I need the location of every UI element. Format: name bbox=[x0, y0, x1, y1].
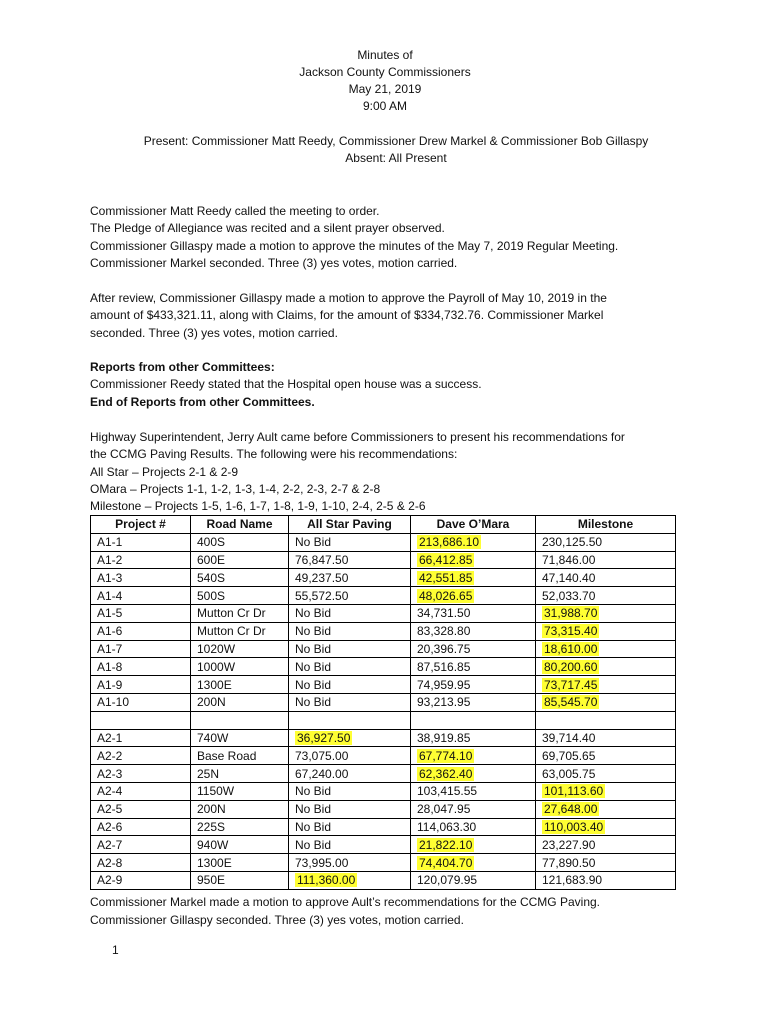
cell-value: 225S bbox=[197, 819, 226, 834]
table-cell bbox=[289, 551, 411, 569]
cell-value: No Bid bbox=[295, 659, 332, 674]
opening-line: Commissioner Markel seconded. Three (3) yes votes, motion carried. bbox=[90, 255, 458, 270]
cell-value: No Bid bbox=[295, 784, 332, 799]
cell-value: 200N bbox=[197, 695, 226, 710]
table-cell bbox=[191, 587, 289, 605]
column-header: Road Name bbox=[191, 516, 289, 534]
reports-text: Commissioner Reedy stated that the Hospital open house was a success. bbox=[90, 377, 482, 392]
table-header-row bbox=[91, 516, 676, 534]
cell-value: 73,995.00 bbox=[295, 855, 349, 870]
cell-value: 48,026.65 bbox=[419, 588, 473, 603]
column-header: Dave O’Mara bbox=[411, 516, 536, 534]
table-cell bbox=[411, 604, 536, 622]
table-cell bbox=[191, 782, 289, 800]
cell-value: 38,919.85 bbox=[417, 730, 471, 745]
cell-value: 62,362.40 bbox=[419, 766, 473, 781]
table-cell bbox=[536, 533, 676, 551]
table-cell bbox=[191, 551, 289, 569]
table-cell bbox=[91, 729, 191, 747]
cell-value: 28,047.95 bbox=[417, 802, 471, 817]
cell-value: A2-1 bbox=[97, 730, 123, 745]
table-row bbox=[91, 747, 676, 765]
table-cell bbox=[536, 818, 676, 836]
cell-value: No Bid bbox=[295, 641, 332, 656]
table-cell bbox=[191, 693, 289, 711]
cell-value: 200N bbox=[197, 802, 226, 817]
cell-value: 47,140.40 bbox=[542, 570, 596, 585]
table-cell bbox=[411, 622, 536, 640]
table-cell bbox=[289, 818, 411, 836]
table-cell bbox=[411, 693, 536, 711]
cell-value: A1-2 bbox=[97, 552, 123, 567]
cell-value: 80,200.60 bbox=[544, 659, 598, 674]
table-row bbox=[91, 640, 676, 658]
cell-value: 85,545.70 bbox=[544, 695, 598, 710]
table-row bbox=[91, 622, 676, 640]
cell-value: 63,005.75 bbox=[542, 766, 596, 781]
header-body: Jackson County Commissioners bbox=[299, 65, 471, 79]
table-cell bbox=[191, 533, 289, 551]
table-cell bbox=[191, 871, 289, 889]
table-cell bbox=[289, 676, 411, 694]
header-title: Minutes of bbox=[357, 48, 413, 62]
cell-value: No Bid bbox=[295, 624, 332, 639]
table-body bbox=[91, 533, 676, 889]
table-cell bbox=[536, 622, 676, 640]
payroll-line: After review, Commissioner Gillaspy made a motion to approve the Payroll of May 10, 2019 in the bbox=[90, 291, 607, 305]
cell-value: A1-1 bbox=[97, 535, 123, 550]
table-cell bbox=[536, 587, 676, 605]
table-cell bbox=[191, 747, 289, 765]
cell-value: 67,774.10 bbox=[419, 748, 473, 763]
cell-value: No Bid bbox=[295, 695, 332, 710]
cell-value: 21,822.10 bbox=[419, 837, 473, 852]
table-cell bbox=[536, 551, 676, 569]
table-row bbox=[91, 676, 676, 694]
table-row bbox=[91, 729, 676, 747]
cell-value: No Bid bbox=[295, 606, 332, 621]
cell-value: 111,360.00 bbox=[297, 873, 356, 888]
table-cell bbox=[411, 747, 536, 765]
cell-value: 103,415.55 bbox=[417, 784, 478, 799]
cell-value: 740W bbox=[197, 730, 229, 745]
table-cell bbox=[411, 658, 536, 676]
cell-value: 110,003.40 bbox=[544, 819, 604, 834]
table-cell bbox=[411, 640, 536, 658]
table-cell bbox=[289, 800, 411, 818]
reports-end: End of Reports from other Committees. bbox=[90, 394, 315, 409]
cell-value: A2-2 bbox=[97, 748, 123, 763]
table-cell bbox=[91, 747, 191, 765]
table-cell bbox=[91, 604, 191, 622]
table-cell bbox=[91, 818, 191, 836]
table-cell bbox=[411, 533, 536, 551]
cell-value: A1-3 bbox=[97, 570, 123, 585]
table-cell bbox=[289, 729, 411, 747]
highway-line: All Star – Projects 2-1 & 2-9 bbox=[90, 464, 239, 479]
table-cell bbox=[411, 800, 536, 818]
table-row bbox=[91, 854, 676, 872]
cell-value: 940W bbox=[197, 837, 229, 852]
cell-value: 20,396.75 bbox=[417, 641, 471, 656]
cell-value: 77,890.50 bbox=[542, 855, 596, 870]
table-cell bbox=[536, 836, 676, 854]
closing-line: Commissioner Markel made a motion to approve Ault’s recommendations for the CCMG Paving. bbox=[90, 895, 600, 909]
table-cell bbox=[289, 836, 411, 854]
opening-line: The Pledge of Allegiance was recited and a silent prayer observed. bbox=[90, 221, 445, 236]
cell-value: 36,927.50 bbox=[297, 730, 351, 745]
cell-value: 950E bbox=[197, 873, 226, 888]
table-cell bbox=[536, 871, 676, 889]
table-cell bbox=[191, 640, 289, 658]
table-cell bbox=[289, 854, 411, 872]
cell-value: 55,572.50 bbox=[295, 588, 349, 603]
cell-value: A2-7 bbox=[97, 837, 123, 852]
table-row bbox=[91, 693, 676, 711]
table-cell bbox=[91, 693, 191, 711]
cell-value: 69,705.65 bbox=[542, 748, 596, 763]
table-cell bbox=[289, 747, 411, 765]
table-cell bbox=[536, 800, 676, 818]
table-cell bbox=[536, 782, 676, 800]
table-row bbox=[91, 871, 676, 889]
cell-value: 1300E bbox=[197, 677, 232, 692]
header-date: May 21, 2019 bbox=[348, 82, 422, 96]
table-cell bbox=[536, 854, 676, 872]
cell-value: 49,237.50 bbox=[295, 570, 349, 585]
closing-paragraph bbox=[90, 893, 600, 929]
table-row bbox=[91, 533, 676, 551]
table-cell bbox=[191, 765, 289, 783]
table-cell bbox=[91, 782, 191, 800]
cell-value: No Bid bbox=[295, 535, 332, 550]
cell-value: 93,213.95 bbox=[417, 695, 471, 710]
table-cell bbox=[91, 836, 191, 854]
table-cell bbox=[91, 622, 191, 640]
table-cell bbox=[191, 836, 289, 854]
table-cell bbox=[191, 729, 289, 747]
cell-value: Base Road bbox=[197, 748, 257, 763]
cell-value: A2-4 bbox=[97, 784, 123, 799]
cell-value: 76,847.50 bbox=[295, 552, 349, 567]
table-cell bbox=[289, 765, 411, 783]
table-cell bbox=[289, 604, 411, 622]
table-cell bbox=[411, 818, 536, 836]
cell-value: A1-8 bbox=[97, 659, 123, 674]
table-cell bbox=[91, 569, 191, 587]
table-cell bbox=[411, 587, 536, 605]
cell-value: 400S bbox=[197, 535, 226, 550]
cell-value: Mutton Cr Dr bbox=[197, 624, 266, 639]
table-cell bbox=[91, 871, 191, 889]
cell-value: 114,063.30 bbox=[417, 819, 477, 834]
table-cell bbox=[536, 569, 676, 587]
table-cell bbox=[91, 640, 191, 658]
cell-value: 31,988.70 bbox=[544, 606, 598, 621]
cell-value: 71,846.00 bbox=[542, 552, 596, 567]
table-cell bbox=[191, 676, 289, 694]
payroll-line: amount of $433,321.11, along with Claims, for the amount of $334,732.76. Commissioner Markel bbox=[90, 308, 604, 323]
table-cell bbox=[91, 711, 191, 729]
table-cell bbox=[411, 765, 536, 783]
cell-value: 87,516.85 bbox=[417, 659, 471, 674]
cell-value: 120,079.95 bbox=[417, 873, 478, 888]
table-cell bbox=[191, 622, 289, 640]
reports-heading: Reports from other Committees: bbox=[90, 360, 275, 374]
column-header: Milestone bbox=[536, 516, 676, 534]
table-cell bbox=[91, 587, 191, 605]
cell-value: 213,686.10 bbox=[419, 535, 480, 550]
payroll-paragraph bbox=[90, 290, 680, 342]
table-cell bbox=[536, 676, 676, 694]
table-row bbox=[91, 604, 676, 622]
table-cell bbox=[411, 854, 536, 872]
table-row bbox=[91, 765, 676, 783]
table-cell bbox=[289, 587, 411, 605]
cell-value: 1000W bbox=[197, 659, 236, 674]
cell-value: 101,113.60 bbox=[544, 784, 604, 799]
cell-value: A2-8 bbox=[97, 855, 123, 870]
cell-value: 1020W bbox=[197, 641, 236, 656]
cell-value: 74,404.70 bbox=[419, 855, 473, 870]
cell-value: 230,125.50 bbox=[542, 535, 603, 550]
cell-value: 600E bbox=[197, 552, 226, 567]
absent-line: Absent: All Present bbox=[345, 151, 447, 165]
highway-line: the CCMG Paving Results. The following were his recommendations: bbox=[90, 447, 458, 462]
table-cell bbox=[191, 854, 289, 872]
cell-value: A1-4 bbox=[97, 588, 123, 603]
table-cell bbox=[289, 782, 411, 800]
table-cell bbox=[91, 676, 191, 694]
table-cell bbox=[191, 604, 289, 622]
cell-value: A2-3 bbox=[97, 766, 123, 781]
cell-value: 66,412.85 bbox=[419, 552, 473, 567]
table-row bbox=[91, 551, 676, 569]
table-cell bbox=[191, 569, 289, 587]
cell-value: A1-9 bbox=[97, 677, 123, 692]
table-cell bbox=[289, 533, 411, 551]
table-cell bbox=[91, 854, 191, 872]
table-cell bbox=[536, 729, 676, 747]
table-row bbox=[91, 569, 676, 587]
table-cell bbox=[411, 729, 536, 747]
table-cell bbox=[91, 658, 191, 676]
highway-line: OMara – Projects 1-1, 1-2, 1-3, 1-4, 2-2, 2-3, 2-7 & 2-8 bbox=[90, 481, 381, 496]
cell-value: 39,714.40 bbox=[542, 730, 596, 745]
cell-value: 74,959.95 bbox=[417, 677, 471, 692]
table-cell bbox=[411, 676, 536, 694]
table-cell bbox=[191, 818, 289, 836]
opening-line: Commissioner Matt Reedy called the meeting to order. bbox=[90, 204, 380, 218]
table-row bbox=[91, 587, 676, 605]
table-row bbox=[91, 658, 676, 676]
cell-value: 18,610.00 bbox=[544, 641, 598, 656]
table-cell bbox=[191, 800, 289, 818]
table-cell bbox=[91, 551, 191, 569]
cell-value: 73,315.40 bbox=[544, 624, 598, 639]
table-cell bbox=[536, 693, 676, 711]
cell-value: 500S bbox=[197, 588, 226, 603]
page-number: 1 bbox=[112, 943, 119, 957]
payroll-line: seconded. Three (3) yes votes, motion carried. bbox=[90, 325, 338, 340]
cell-value: 27,648.00 bbox=[544, 802, 598, 817]
cell-value: 540S bbox=[197, 570, 226, 585]
cell-value: No Bid bbox=[295, 802, 332, 817]
cell-value: 73,075.00 bbox=[295, 748, 349, 763]
table-cell bbox=[411, 782, 536, 800]
cell-value: 121,683.90 bbox=[542, 873, 603, 888]
highway-line: Highway Superintendent, Jerry Ault came before Commissioners to present his recommendations for bbox=[90, 430, 625, 444]
opening-paragraph bbox=[90, 203, 680, 272]
cell-value: 67,240.00 bbox=[295, 766, 349, 781]
cell-value: 73,717.45 bbox=[544, 677, 598, 692]
cell-value: No Bid bbox=[295, 837, 332, 852]
cell-value: A2-6 bbox=[97, 819, 123, 834]
cell-value: 23,227.90 bbox=[542, 837, 596, 852]
table-cell bbox=[536, 765, 676, 783]
table-cell bbox=[289, 640, 411, 658]
header-time: 9:00 AM bbox=[362, 99, 408, 113]
cell-value: 1300E bbox=[197, 855, 232, 870]
column-header: All Star Paving bbox=[289, 516, 411, 534]
table-cell bbox=[411, 711, 536, 729]
table-cell bbox=[411, 551, 536, 569]
column-header: Project # bbox=[91, 516, 191, 534]
cell-value: A1-7 bbox=[97, 641, 123, 656]
table-row bbox=[91, 818, 676, 836]
cell-value: A1-10 bbox=[97, 695, 130, 710]
cell-value: A1-6 bbox=[97, 624, 123, 639]
present-line: Present: Commissioner Matt Reedy, Commissioner Drew Markel & Commissioner Bob Gillaspy bbox=[143, 134, 649, 148]
highway-paragraph bbox=[90, 429, 680, 515]
reports-section bbox=[90, 359, 680, 411]
table-cell bbox=[289, 658, 411, 676]
table-cell bbox=[289, 693, 411, 711]
table-cell bbox=[289, 622, 411, 640]
cell-value: Mutton Cr Dr bbox=[197, 606, 266, 621]
table-cell bbox=[91, 533, 191, 551]
attendance bbox=[90, 133, 702, 167]
table-cell bbox=[289, 569, 411, 587]
cell-value: A2-9 bbox=[97, 873, 123, 888]
table-cell bbox=[411, 569, 536, 587]
cell-value: A1-5 bbox=[97, 606, 123, 621]
cell-value: 83,328.80 bbox=[417, 624, 471, 639]
highway-line: Milestone – Projects 1-5, 1-6, 1-7, 1-8, 1-9, 1-10, 2-4, 2-5 & 2-6 bbox=[90, 499, 426, 514]
minutes-header bbox=[0, 47, 770, 115]
closing-line: Commissioner Gillaspy seconded. Three (3) yes votes, motion carried. bbox=[90, 913, 464, 927]
table-cell bbox=[289, 711, 411, 729]
table-cell bbox=[411, 836, 536, 854]
table-cell bbox=[191, 658, 289, 676]
table-cell bbox=[536, 658, 676, 676]
table-cell bbox=[91, 765, 191, 783]
cell-value: 34,731.50 bbox=[417, 606, 471, 621]
opening-line: Commissioner Gillaspy made a motion to approve the minutes of the May 7, 2019 Regular Meeting. bbox=[90, 238, 619, 253]
table-cell bbox=[411, 871, 536, 889]
table-cell bbox=[536, 604, 676, 622]
paving-results-table bbox=[90, 515, 676, 890]
cell-value: 52,033.70 bbox=[542, 588, 596, 603]
table-row bbox=[91, 711, 676, 729]
table-cell bbox=[289, 871, 411, 889]
table-cell bbox=[536, 747, 676, 765]
table-cell bbox=[191, 711, 289, 729]
cell-value: 1150W bbox=[197, 784, 235, 799]
cell-value: A2-5 bbox=[97, 802, 123, 817]
cell-value: 42,551.85 bbox=[419, 570, 473, 585]
table-cell bbox=[536, 640, 676, 658]
table-row bbox=[91, 836, 676, 854]
table-cell bbox=[536, 711, 676, 729]
table-row bbox=[91, 782, 676, 800]
cell-value: 25N bbox=[197, 766, 220, 781]
cell-value: No Bid bbox=[295, 819, 332, 834]
table-row bbox=[91, 800, 676, 818]
cell-value: No Bid bbox=[295, 677, 332, 692]
table-cell bbox=[91, 800, 191, 818]
